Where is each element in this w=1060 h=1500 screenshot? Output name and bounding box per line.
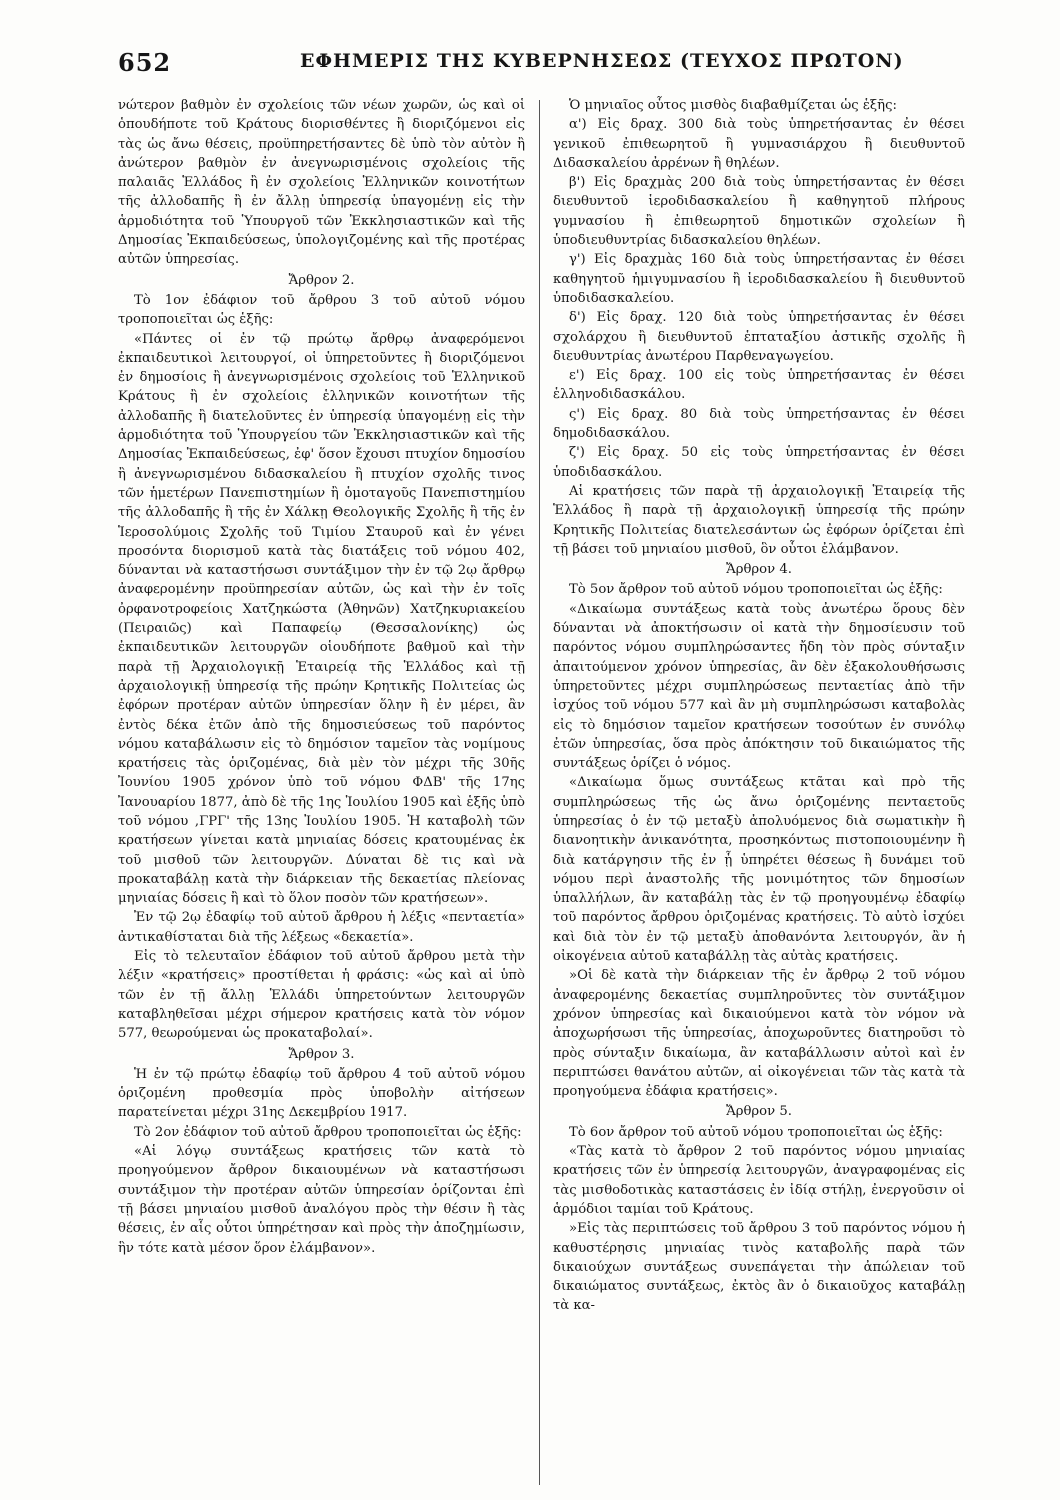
article-heading: Ἄρθρον 3.: [288, 1046, 355, 1062]
list-item: β') Εἰς δραχμὰς 200 διὰ τοὺς ὑπηρετήσαντας ἐν θέσει διευθυντοῦ ἱεροδιδασκαλείου ἢ καθηγητοῦ πλήρους γυμνασίου ἢ ἐπιθεωρητοῦ δημοτικῶν σχολείων ἢ ὑποδιευθυντρίας διδασκαλείου θηλέων.: [553, 175, 965, 249]
paragraph: Τὸ 1ον ἐδάφιον τοῦ ἄρθρου 3 τοῦ αὐτοῦ νόμου τροποποιεῖται ὡς ἑξῆς:: [118, 292, 525, 328]
list-item: ε') Εἰς δραχ. 100 εἰς τοὺς ὑπηρετήσαντας ἐν θέσει ἑλληνοδιδασκάλου.: [553, 368, 965, 403]
paragraph: Τὸ 2ον ἐδάφιον τοῦ αὐτοῦ ἄρθρου τροποποιεῖται ὡς ἑξῆς:: [134, 1124, 522, 1140]
page-header: [0, 0, 1060, 90]
paragraph: «Αἱ λόγῳ συντάξεως κρατήσεις τῶν κατὰ τὸ προηγούμενον ἄρθρον δικαιουμένων νὰ καταστήσωσι συντάξιμον τὴν προτέραν αὐτῶν ὑπηρεσίαν ὁρίζονται ἐπὶ τῇ βάσει μηνιαίου μισθοῦ ἀναλόγου πρὸς τὴν θέσιν ἢ τὰς θέσεις, ἐν αἷς οὗτοι ὑπηρέτησαν καὶ πρὸς τὴν ἀποζημίωσιν, ἣν τότε κατὰ μέσον ὅρον ἐλάμβανον».: [118, 1144, 525, 1256]
paragraph: «Τὰς κατὰ τὸ ἄρθρον 2 τοῦ παρόντος νόμου μηνιαίας κρατήσεις τῶν ἐν ὑπηρεσίᾳ λειτουργῶν, ἀναγραφομένας εἰς τὰς μισθοδοτικὰς καταστάσεις ἐν ἰδίᾳ στήλῃ, ἐνεργοῦσιν οἱ ἁρμόδιοι ταμίαι τοῦ Κράτους.: [553, 1144, 965, 1217]
article-heading: Ἄρθρον 2.: [288, 272, 355, 288]
article-heading: Ἄρθρον 5.: [726, 1104, 792, 1120]
paragraph: «Δικαίωμα ὅμως συντάξεως κτᾶται καὶ πρὸ τῆς συμπληρώσεως τῆς ὡς ἄνω ὁριζομένης πενταετοῦς ὑπηρεσίας ὁ ἐν τῷ μεταξὺ ἀπολυόμενος διὰ σωματικὴν ἢ διανοητικὴν ἀνικανότητα, προσηκόντως πιστοποιουμένην ἢ διὰ κατάργησιν τῆς ἐν ᾗ ὑπηρέτει θέσεως ἢ δυνάμει τοῦ νόμου περὶ ἀναστολῆς τῆς μονιμότητος τῶν δημοσίων ὑπαλλήλων, ἂν καταβάλῃ τὰς ἐν τῷ προηγουμένῳ ἐδαφίῳ τοῦ παρόντος ἄρθρου ὁριζομένας κρατήσεις. Τὸ αὐτὸ ἰσχύει καὶ διὰ τὸν ἐν τῷ μεταξὺ ἀποθανόντα λειτουργόν, ἂν ἡ οἰκογένεια αὐτοῦ καταβάλλῃ τὰς αὐτὰς κρατήσεις.: [553, 775, 965, 965]
paragraph: Τὸ 6ον ἄρθρον τοῦ αὐτοῦ νόμου τροποποιεῖται ὡς ἑξῆς:: [569, 1124, 943, 1140]
paragraph: νώτερον βαθμὸν ἐν σχολείοις τῶν νέων χωρῶν, ὡς καὶ οἱ ὁπουδήποτε τοῦ Κράτους διορισθέντες ἢ διοριζόμενοι εἰς τὰς ὡς ἄνω θέσεις, προϋπηρετήσαντες δὲ ὑπὸ τὸν αὐτὸν ἢ ἀνώτερον βαθμὸν ἐν ἀνεγνωρισμένοις σχολείοις τῆς παλαιᾶς Ἑλλάδος ἢ ἐν σχολείοις Ἑλληνικῶν κοινοτήτων τῆς ἀλλοδαπῆς ἢ ἐν ἄλλῃ ὑπηρεσίᾳ ὑπαγομένῃ εἰς τὴν ἁρμοδιότητα τοῦ Ὑπουργοῦ τῶν Ἐκκλησιαστικῶν καὶ τῆς Δημοσίας Ἐκπαιδεύσεως, ὑπολογιζομένης καὶ τῆς προτέρας αὐτῶν ὑπηρεσίας.: [118, 98, 525, 268]
paragraph: Τὸ 5ον ἄρθρον τοῦ αὐτοῦ νόμου τροποποιεῖται ὡς ἑξῆς:: [569, 582, 943, 598]
paragraph: Ἡ ἐν τῷ πρώτῳ ἐδαφίῳ τοῦ ἄρθρου 4 τοῦ αὐτοῦ νόμου ὁριζομένη προθεσμία πρὸς ὑποβολὴν αἰτήσεων παρατείνεται μέχρι 31ης Δεκεμβρίου 1917.: [118, 1066, 525, 1121]
column-divider: [539, 100, 540, 1485]
paragraph: Ἐν τῷ 2ῳ ἐδαφίῳ τοῦ αὐτοῦ ἄρθρου ἡ λέξις «πενταετία» ἀντικαθίσταται διὰ τῆς λέξεως «δεκαετία».: [118, 910, 525, 945]
paragraph: Εἰς τὸ τελευταῖον ἐδάφιον τοῦ αὐτοῦ ἄρθρου μετὰ τὴν λέξιν «κρατήσεις» προστίθεται ἡ φράσις: «ὡς καὶ αἱ ὑπὸ τῶν ἐν τῇ ἄλλῃ Ἑλλάδι ὑπηρετούντων λειτουργῶν καταβληθεῖσαι μέχρι σήμερον κρατήσεις κατὰ τὸν νόμον 577, θεωρούμεναι ὡς προκαταβολαί».: [118, 949, 525, 1042]
article-heading: Ἄρθρον 4.: [726, 562, 792, 578]
right-column: [553, 96, 965, 1486]
paragraph: Ὁ μηνιαῖος οὗτος μισθὸς διαβαθμίζεται ὡς ἑξῆς:: [569, 98, 897, 113]
list-item: ς') Εἰς δραχ. 80 διὰ τοὺς ὑπηρετήσαντας ἐν θέσει δημοδιδασκάλου.: [553, 406, 965, 442]
list-item: α') Εἰς δραχ. 300 διὰ τοὺς ὑπηρετήσαντας ἐν θέσει γενικοῦ ἐπιθεωρητοῦ ἢ γυμνασιάρχου ἢ διευθυντοῦ Διδασκαλείου ἀρρένων ἢ θηλέων.: [553, 117, 965, 171]
list-item: ζ') Εἰς δραχ. 50 εἰς τοὺς ὑπηρετήσαντας ἐν θέσει ὑποδιδασκάλου.: [553, 445, 965, 480]
paragraph: Αἱ κρατήσεις τῶν παρὰ τῇ ἀρχαιολογικῇ Ἑταιρείᾳ τῆς Ἑλλάδος ἢ παρὰ τῇ ἀρχαιολογικῇ ὑπηρεσίᾳ τῆς πρώην Κρητικῆς Πολιτείας διατελεσάντων ὡς ἐφόρων ὁρίζεται ἐπὶ τῇ βάσει τοῦ μηνιαίου μισθοῦ, ὃν οὗτοι ἐλάμβανον.: [553, 483, 965, 557]
list-item: δ') Εἰς δραχ. 120 διὰ τοὺς ὑπηρετήσαντας ἐν θέσει σχολάρχου ἢ διευθυντοῦ ἑπταταξίου ἀστικῆς σχολῆς ἢ διευθυντρίας ἀνωτέρου Παρθεναγωγείου.: [553, 310, 965, 364]
paragraph: »Εἰς τὰς περιπτώσεις τοῦ ἄρθρου 3 τοῦ παρόντος νόμου ἡ καθυστέρησις μηνιαίας τινὸς καταβολῆς παρὰ τῶν δικαιούχων συντάξεως συνεπάγεται τὴν ἀπώλειαν τοῦ δικαιώματος συντάξεως, ἐκτὸς ἂν ὁ δικαιοῦχος καταβάλῃ τὰ κα-: [553, 1221, 965, 1314]
list-item: γ') Εἰς δραχμὰς 160 διὰ τοὺς ὑπηρετήσαντας ἐν θέσει καθηγητοῦ ἡμιγυμνασίου ἢ ἱεροδιδασκαλείου ἢ διευθυντοῦ ὑποδιδασκαλείου.: [553, 252, 965, 306]
running-head: ΕΦΗΜΕΡΙΣ ΤΗΣ ΚΥΒΕΡΝΗΣΕΩΣ (ΤΕΥΧΟΣ ΠΡΩΤΟΝ): [300, 50, 904, 72]
paragraph: «Πάντες οἱ ἐν τῷ πρώτῳ ἄρθρῳ ἀναφερόμενοι ἐκπαιδευτικοὶ λειτουργοί, οἱ ὑπηρετοῦντες ἢ διοριζόμενοι ἐν δημοσίοις ἢ ἀνεγνωρισμένοις σχολείοις τοῦ Ἑλληνικοῦ Κράτους ἢ ἐν σχολείοις ἑλληνικῶν κοινοτήτων τῆς ἀλλοδαπῆς ἢ διατελοῦντες ἐν ὑπηρεσίᾳ ὑπαγομένῃ εἰς τὴν ἁρμοδιότητα τοῦ Ὑπουργείου τῶν Ἐκκλησιαστικῶν καὶ τῆς Δημοσίας Ἐκπαιδεύσεως, ἐφ' ὅσον ἔχουσι πτυχίον δημοσίου ἢ ἀνεγνωρισμένου διδασκαλείου ἢ πτυχίον σχολῆς τινος τῶν ἡμετέρων Πανεπιστημίων ἢ ὁμοταγοῦς Πανεπιστημίου τῆς ἀλλοδαπῆς ἢ τῆς ἐν Χάλκῃ Θεολογικῆς Σχολῆς ἢ τῆς ἐν Ἱεροσολύμοις Σχολῆς τοῦ Τιμίου Σταυροῦ καὶ ἐν γένει προσόντα διορισμοῦ κατὰ τὰς διατάξεις τοῦ νόμου 402, δύνανται νὰ καταστήσωσι συντάξιμον τὴν ἐν τῷ 2ῳ ἄρθρῳ ἀναφερομένην προϋπηρεσίαν αὐτῶν, ὡς καὶ τὴν ἐν τοῖς ὀρφανοτροφείοις Χατζηκώστα (Ἀθηνῶν) Χατζηκυριακείου (Πειραιῶς) καὶ Παπαφείῳ (Θεσσαλονίκης) ὡς ἐκπαιδευτικῶν λειτουργῶν οἱουδήποτε βαθμοῦ καὶ τὴν παρὰ τῇ Ἀρχαιολογικῇ Ἑταιρείᾳ τῆς Ἑλλάδος καὶ τῇ ἀρχαιολογικῇ ὑπηρεσίᾳ τῆς πρώην Κρητικῆς Πολιτείας ὡς ἐφόρων προτέραν αὐτῶν ὑπηρεσίαν ὅλην ἢ ἐν μέρει, ἂν ἐντὸς δέκα ἐτῶν ἀπὸ τῆς δημοσιεύσεως τοῦ παρόντος νόμου καταβάλωσιν εἰς τὸ δημόσιον ταμεῖον τὰς νομίμους κρατήσεις τὰς ὁριζομένας, διὰ μὲν τὸν μέχρι τῆς 30ῆς Ἰουνίου 1905 χρόνον ὑπὸ τοῦ νόμου ΦΔΒ' τῆς 17ης Ἰανουαρίου 1877, ἀπὸ δὲ τῆς 1ης Ἰουλίου 1905 καὶ ἑξῆς ὑπὸ τοῦ νόμου ,ΓΡΓ' τῆς 13ης Ἰουλίου 1905. Ἡ καταβολὴ τῶν κρατήσεων γίνεται κατὰ μηνιαίας δόσεις κρατουμένας ἐκ τοῦ μισθοῦ τῶν λειτουργῶν. Δύναται δὲ τις καὶ νὰ προκαταβάλῃ κατὰ τὴν διάρκειαν τῆς δεκαετίας πλείονας μηνιαίας δόσεις ἢ καὶ τὸ ὅλον ποσὸν τῶν κρατήσεων».: [118, 331, 525, 907]
paragraph: »Οἱ δὲ κατὰ τὴν διάρκειαν τῆς ἐν ἄρθρῳ 2 τοῦ νόμου ἀναφερομένης δεκαετίας συμπληροῦντες τὸν συντάξιμον χρόνον ὑπηρεσίας καὶ δικαιούμενοι κατὰ τὸν νόμον νὰ ἀποχωρήσωσι τῆς ὑπηρεσίας, ἀποχωροῦντες διατηροῦσι τὸ πρὸς σύνταξιν δικαίωμα, ἂν καταβάλλωσιν αὐτοὶ καὶ ἐν περιπτώσει θανάτου αὐτῶν, αἱ οἰκογένειαι τῶν τὰς κατὰ τὰ προηγούμενα ἐδάφια κρατήσεις».: [553, 968, 965, 1100]
page-number: 652: [118, 48, 172, 77]
left-column: [118, 96, 525, 1486]
paragraph: «Δικαίωμα συντάξεως κατὰ τοὺς ἀνωτέρω ὅρους δὲν δύνανται νὰ ἀποκτήσωσιν οἱ κατὰ τὴν δημοσίευσιν τοῦ παρόντος νόμου συμπληρώσαντες ἤδη τὸν πρὸς σύνταξιν ἀπαιτούμενον χρόνον ὑπηρεσίας, ἂν δὲν ἐξακολουθήσωσις ὑπηρετοῦντες μέχρι συμπληρώσεως πενταετίας ἀπὸ τῆν ἰσχύος τοῦ νόμου 577 καὶ ἂν μὴ συμπληρώσωσι καταβολὰς εἰς τὸ δημόσιον ταμεῖον κρατήσεων τοσούτων ἐν συνόλῳ ἐτῶν ὑπηρεσίας, ὅσα πρὸς ἀπόκτησιν τοῦ δικαιώματος τῆς συντάξεως ὁρίζει ὁ νόμος.: [553, 601, 965, 772]
